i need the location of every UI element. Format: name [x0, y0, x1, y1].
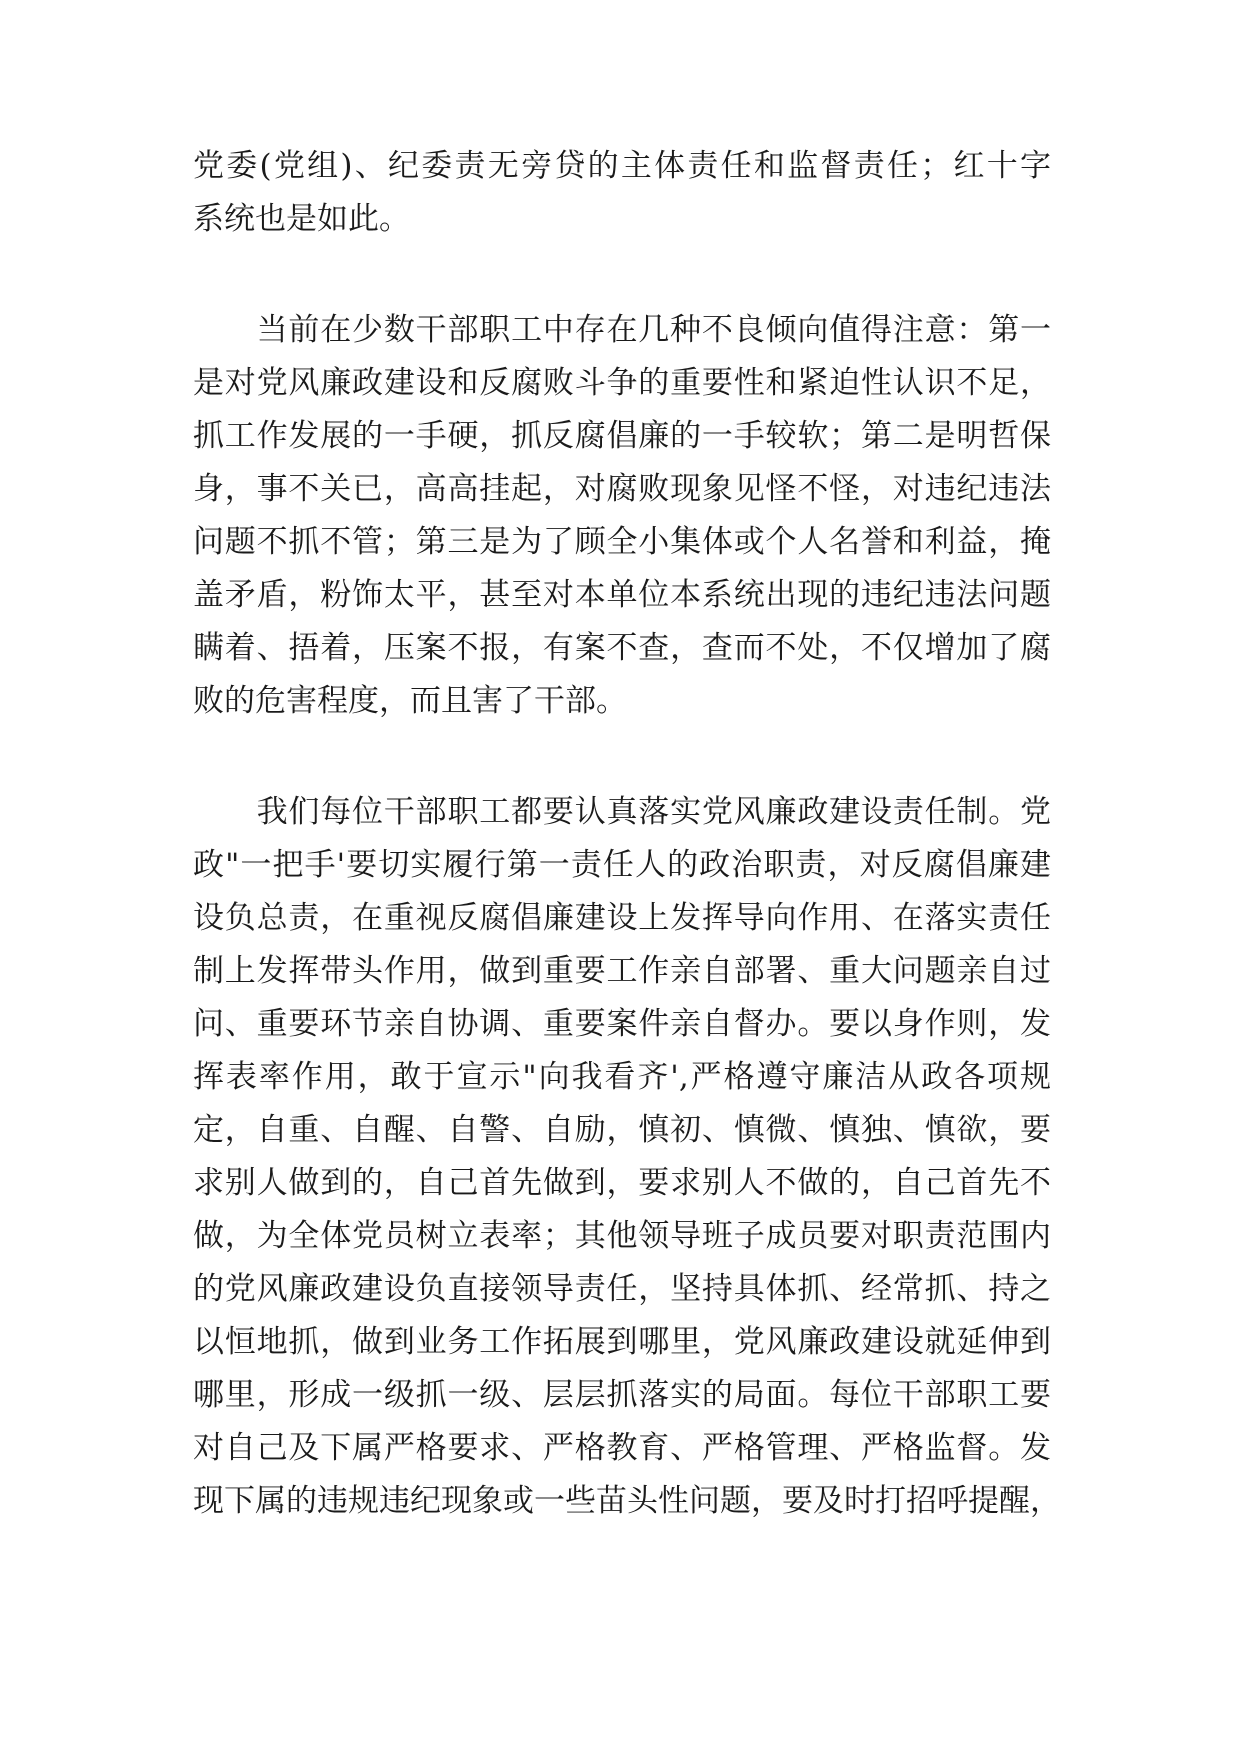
paragraph-line: 求别人做到的，自己首先做到，要求别人不做的，自己首先不 [193, 1165, 1051, 1201]
paragraph-line: 制上发挥带头作用，做到重要工作亲自部署、重大问题亲自过 [193, 953, 1051, 989]
document-body [193, 140, 1061, 1528]
paragraph-line: 败的危害程度，而且害了干部。 [193, 683, 627, 719]
paragraph-line: 身，事不关已，高高挂起，对腐败现象见怪不怪，对违纪违法 [193, 471, 1051, 507]
paragraph-line: 抓工作发展的一手硬，抓反腐倡廉的一手较软；第二是明哲保 [193, 418, 1051, 454]
paragraph-spacer [193, 728, 1051, 786]
paragraph-2 [193, 304, 1051, 728]
paragraph-line: 问题不抓不管；第三是为了顾全小集体或个人名誉和利益，掩 [193, 524, 1051, 560]
paragraph-line: 瞒着、捂着，压案不报，有案不查，查而不处，不仅增加了腐 [193, 630, 1051, 666]
paragraph-line: 哪里，形成一级抓一级、层层抓落实的局面。每位干部职工要 [193, 1377, 1051, 1413]
paragraph-line: 是对党风廉政建设和反腐败斗争的重要性和紧迫性认识不足， [193, 365, 1051, 401]
paragraph-line: 问、重要环节亲自协调、重要案件亲自督办。要以身作则，发 [193, 1006, 1051, 1042]
paragraph-line: 定，自重、自醒、自警、自励，慎初、慎微、慎独、慎欲，要 [193, 1112, 1051, 1148]
paragraph-line: 对自己及下属严格要求、严格教育、严格管理、严格监督。发 [193, 1430, 1051, 1466]
paragraph-spacer [193, 246, 1051, 304]
paragraph-line: 盖矛盾，粉饰太平，甚至对本单位本系统出现的违纪违法问题 [193, 577, 1051, 613]
paragraph-line: 系统也是如此。 [193, 201, 410, 237]
paragraph-line: 当前在少数干部职工中存在几种不良倾向值得注意：第一 [193, 312, 1051, 348]
paragraph-line: 的党风廉政建设负直接领导责任，坚持具体抓、经常抓、持之 [193, 1271, 1051, 1307]
paragraph-line: 挥表率作用，敢于宣示"向我看齐',严格遵守廉洁从政各项规 [193, 1059, 1051, 1095]
paragraph-line: 政"一把手'要切实履行第一责任人的政治职责，对反腐倡廉建 [193, 847, 1051, 883]
paragraph-line: 设负总责，在重视反腐倡廉建设上发挥导向作用、在落实责任 [193, 900, 1051, 936]
paragraph-line: 以恒地抓，做到业务工作拓展到哪里，党风廉政建设就延伸到 [193, 1324, 1051, 1360]
paragraph-3 [193, 786, 1061, 1528]
paragraph-line: 做，为全体党员树立表率；其他领导班子成员要对职责范围内 [193, 1218, 1051, 1254]
paragraph-line: 现下属的违规违纪现象或一些苗头性问题，要及时打招呼提醒， [193, 1483, 1061, 1519]
paragraph-line: 党委(党组)、纪委责无旁贷的主体责任和监督责任；红十字 [193, 148, 1051, 184]
paragraph-line: 我们每位干部职工都要认真落实党风廉政建设责任制。党 [193, 794, 1051, 830]
paragraph-1 [193, 140, 1051, 246]
